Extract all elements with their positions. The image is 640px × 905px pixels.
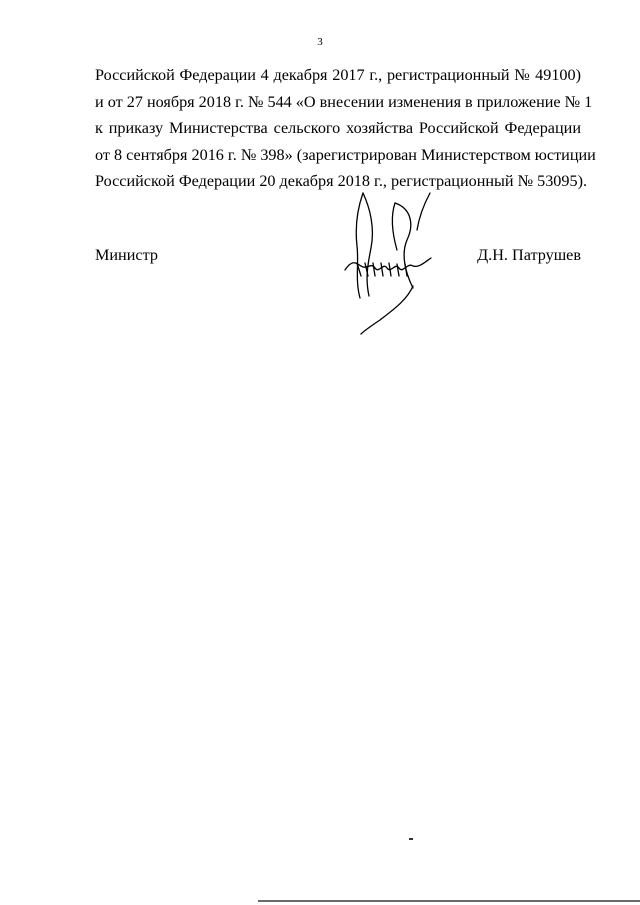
body-line: Российской Федерации 4 декабря 2017 г., регистрационный № 49100) [95, 66, 581, 84]
scan-edge-line [258, 900, 640, 902]
body-line: к приказу Министерства сельского хозяйства Российской Федерации [95, 119, 581, 138]
page-number: 3 [317, 36, 323, 48]
body-paragraph [95, 62, 596, 195]
scan-speck [409, 838, 413, 840]
signatory-name: Д.Н. Патрушев [477, 246, 581, 264]
body-line: от 8 сентября 2016 г. № 398» (зарегистрирован Министерством юстиции [95, 145, 596, 164]
body-line: Российской Федерации 20 декабря 2018 г., регистрационный № 53095). [95, 172, 588, 191]
signatory-position: Министр [95, 246, 158, 264]
handwritten-signature [335, 188, 445, 338]
body-line: и от 27 ноября 2018 г. № 544 «О внесении изменения в приложение № 1 [95, 92, 593, 111]
